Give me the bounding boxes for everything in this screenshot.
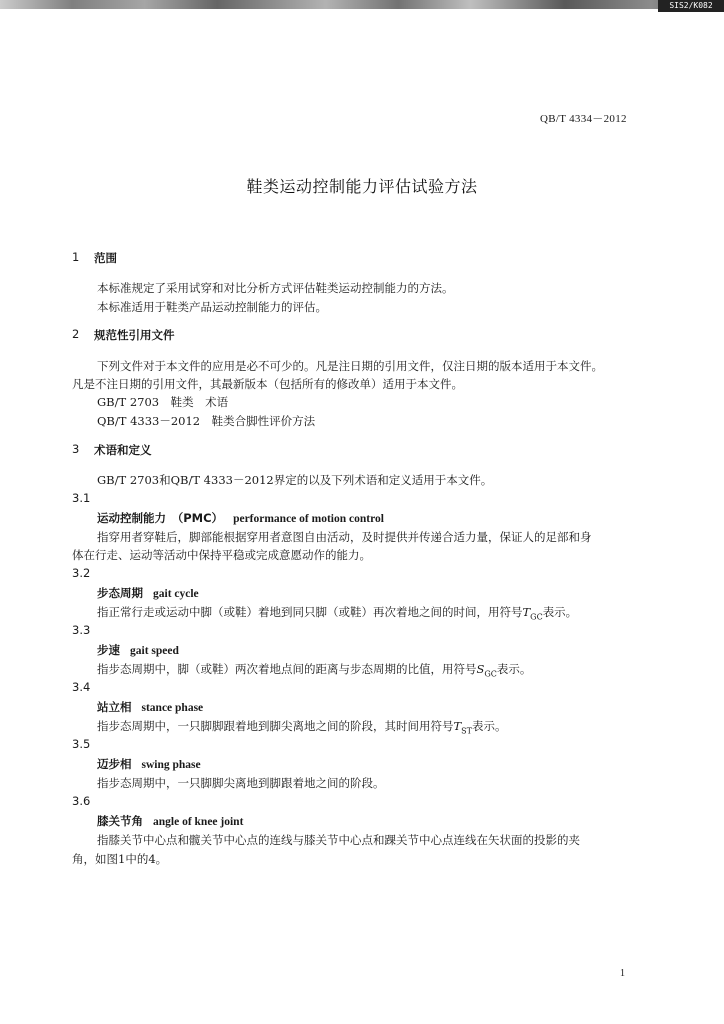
- term-number: 3.5: [72, 737, 91, 751]
- page-number: 1: [620, 968, 625, 979]
- term-cn: 站立相: [97, 700, 132, 714]
- term-definition: 指膝关节中心点和髋关节中心点的连线与膝关节中心点和踝关节中心点连线在矢状面的投影的夹: [97, 833, 580, 847]
- section-2-title: 规范性引用文件: [94, 328, 175, 342]
- term-number: 3.3: [72, 623, 91, 637]
- section-1-number: 1: [72, 250, 80, 264]
- term-cn: 迈步相: [97, 757, 132, 771]
- term-symbol: T: [453, 719, 462, 733]
- term-definition: 角，如图1中的4。: [72, 852, 168, 866]
- section-3-number: 3: [72, 442, 80, 456]
- term-en: swing phase: [141, 759, 201, 771]
- term-definition-tail: 表示。: [542, 605, 578, 619]
- term-definition-tail: 表示。: [496, 662, 532, 676]
- scan-artifact-bar: [0, 0, 724, 9]
- term-definition-tail: 表示。: [472, 719, 507, 733]
- term-heading: [97, 585, 199, 601]
- term-definition: 指步态周期中，一只脚脚尖离地到脚跟着地之间的阶段。: [97, 776, 385, 790]
- term-symbol-sub: GC: [484, 669, 497, 679]
- term-definition-text: 指步态周期中，脚（或鞋）两次着地点间的距离与步态周期的比值，用符号: [97, 662, 477, 676]
- term-definition: 指穿用者穿鞋后，脚部能根据穿用者意图自由活动，及时提供并传递合适力量，保证人的足部和身: [97, 530, 592, 544]
- term-number: 3.6: [72, 794, 91, 808]
- term-symbol-sub: ST: [461, 726, 472, 736]
- term-cn: 运动控制能力 （PMC）: [97, 511, 224, 525]
- reference-item: QB/T 4333－2012 鞋类合脚性评价方法: [97, 414, 316, 428]
- term-heading: [97, 510, 384, 526]
- term-heading: [97, 699, 203, 715]
- section-2-intro: 下列文件对于本文件的应用是必不可少的。凡是注日期的引用文件，仅注日期的版本适用于本文件。: [97, 359, 603, 373]
- term-symbol: S: [476, 662, 485, 676]
- term-symbol-sub: GC: [530, 612, 543, 622]
- term-definition-text: 指正常行走或运动中脚（或鞋）着地到同只脚（或鞋）再次着地之间的时间，用符号: [97, 605, 523, 619]
- term-number: 3.2: [72, 566, 91, 580]
- section-1-paragraph: 本标准适用于鞋类产品运动控制能力的评估。: [97, 300, 327, 314]
- document-title: 鞋类运动控制能力评估试验方法: [246, 177, 478, 196]
- term-en: stance phase: [141, 702, 204, 714]
- term-en: gait speed: [130, 645, 179, 657]
- term-number: 3.4: [72, 680, 91, 694]
- term-cn: 膝关节角: [97, 814, 143, 828]
- section-3-title: 术语和定义: [94, 443, 152, 457]
- term-definition: [97, 604, 577, 621]
- section-3-intro: GB/T 2703和QB/T 4333－2012界定的以及下列术语和定义适用于本文件。: [97, 473, 493, 487]
- standard-number: QB/T 4334－2012: [540, 113, 627, 125]
- term-en: angle of knee joint: [153, 816, 244, 828]
- term-definition: 体在行走、运动等活动中保持平稳或完成意愿动作的能力。: [72, 548, 371, 562]
- term-symbol: T: [522, 605, 531, 619]
- term-en: gait cycle: [153, 588, 199, 600]
- term-number: 3.1: [72, 491, 91, 505]
- term-definition: [97, 718, 507, 735]
- section-2-intro: 凡是不注日期的引用文件，其最新版本（包括所有的修改单）适用于本文件。: [72, 377, 463, 391]
- term-cn: 步速: [97, 643, 120, 657]
- reference-item: GB/T 2703 鞋类 术语: [97, 395, 229, 409]
- section-2-number: 2: [72, 327, 80, 341]
- term-heading: [97, 813, 243, 829]
- term-en: performance of motion control: [233, 513, 384, 525]
- section-1-paragraph: 本标准规定了采用试穿和对比分析方式评估鞋类运动控制能力的方法。: [97, 281, 454, 295]
- term-definition: [97, 661, 531, 678]
- term-heading: [97, 642, 179, 658]
- scan-mark: SIS2/K082: [658, 0, 724, 12]
- term-cn: 步态周期: [97, 586, 143, 600]
- term-heading: [97, 756, 201, 772]
- section-1-title: 范围: [94, 251, 117, 265]
- term-definition-text: 指步态周期中，一只脚脚跟着地到脚尖离地之间的阶段，其时间用符号: [97, 719, 454, 733]
